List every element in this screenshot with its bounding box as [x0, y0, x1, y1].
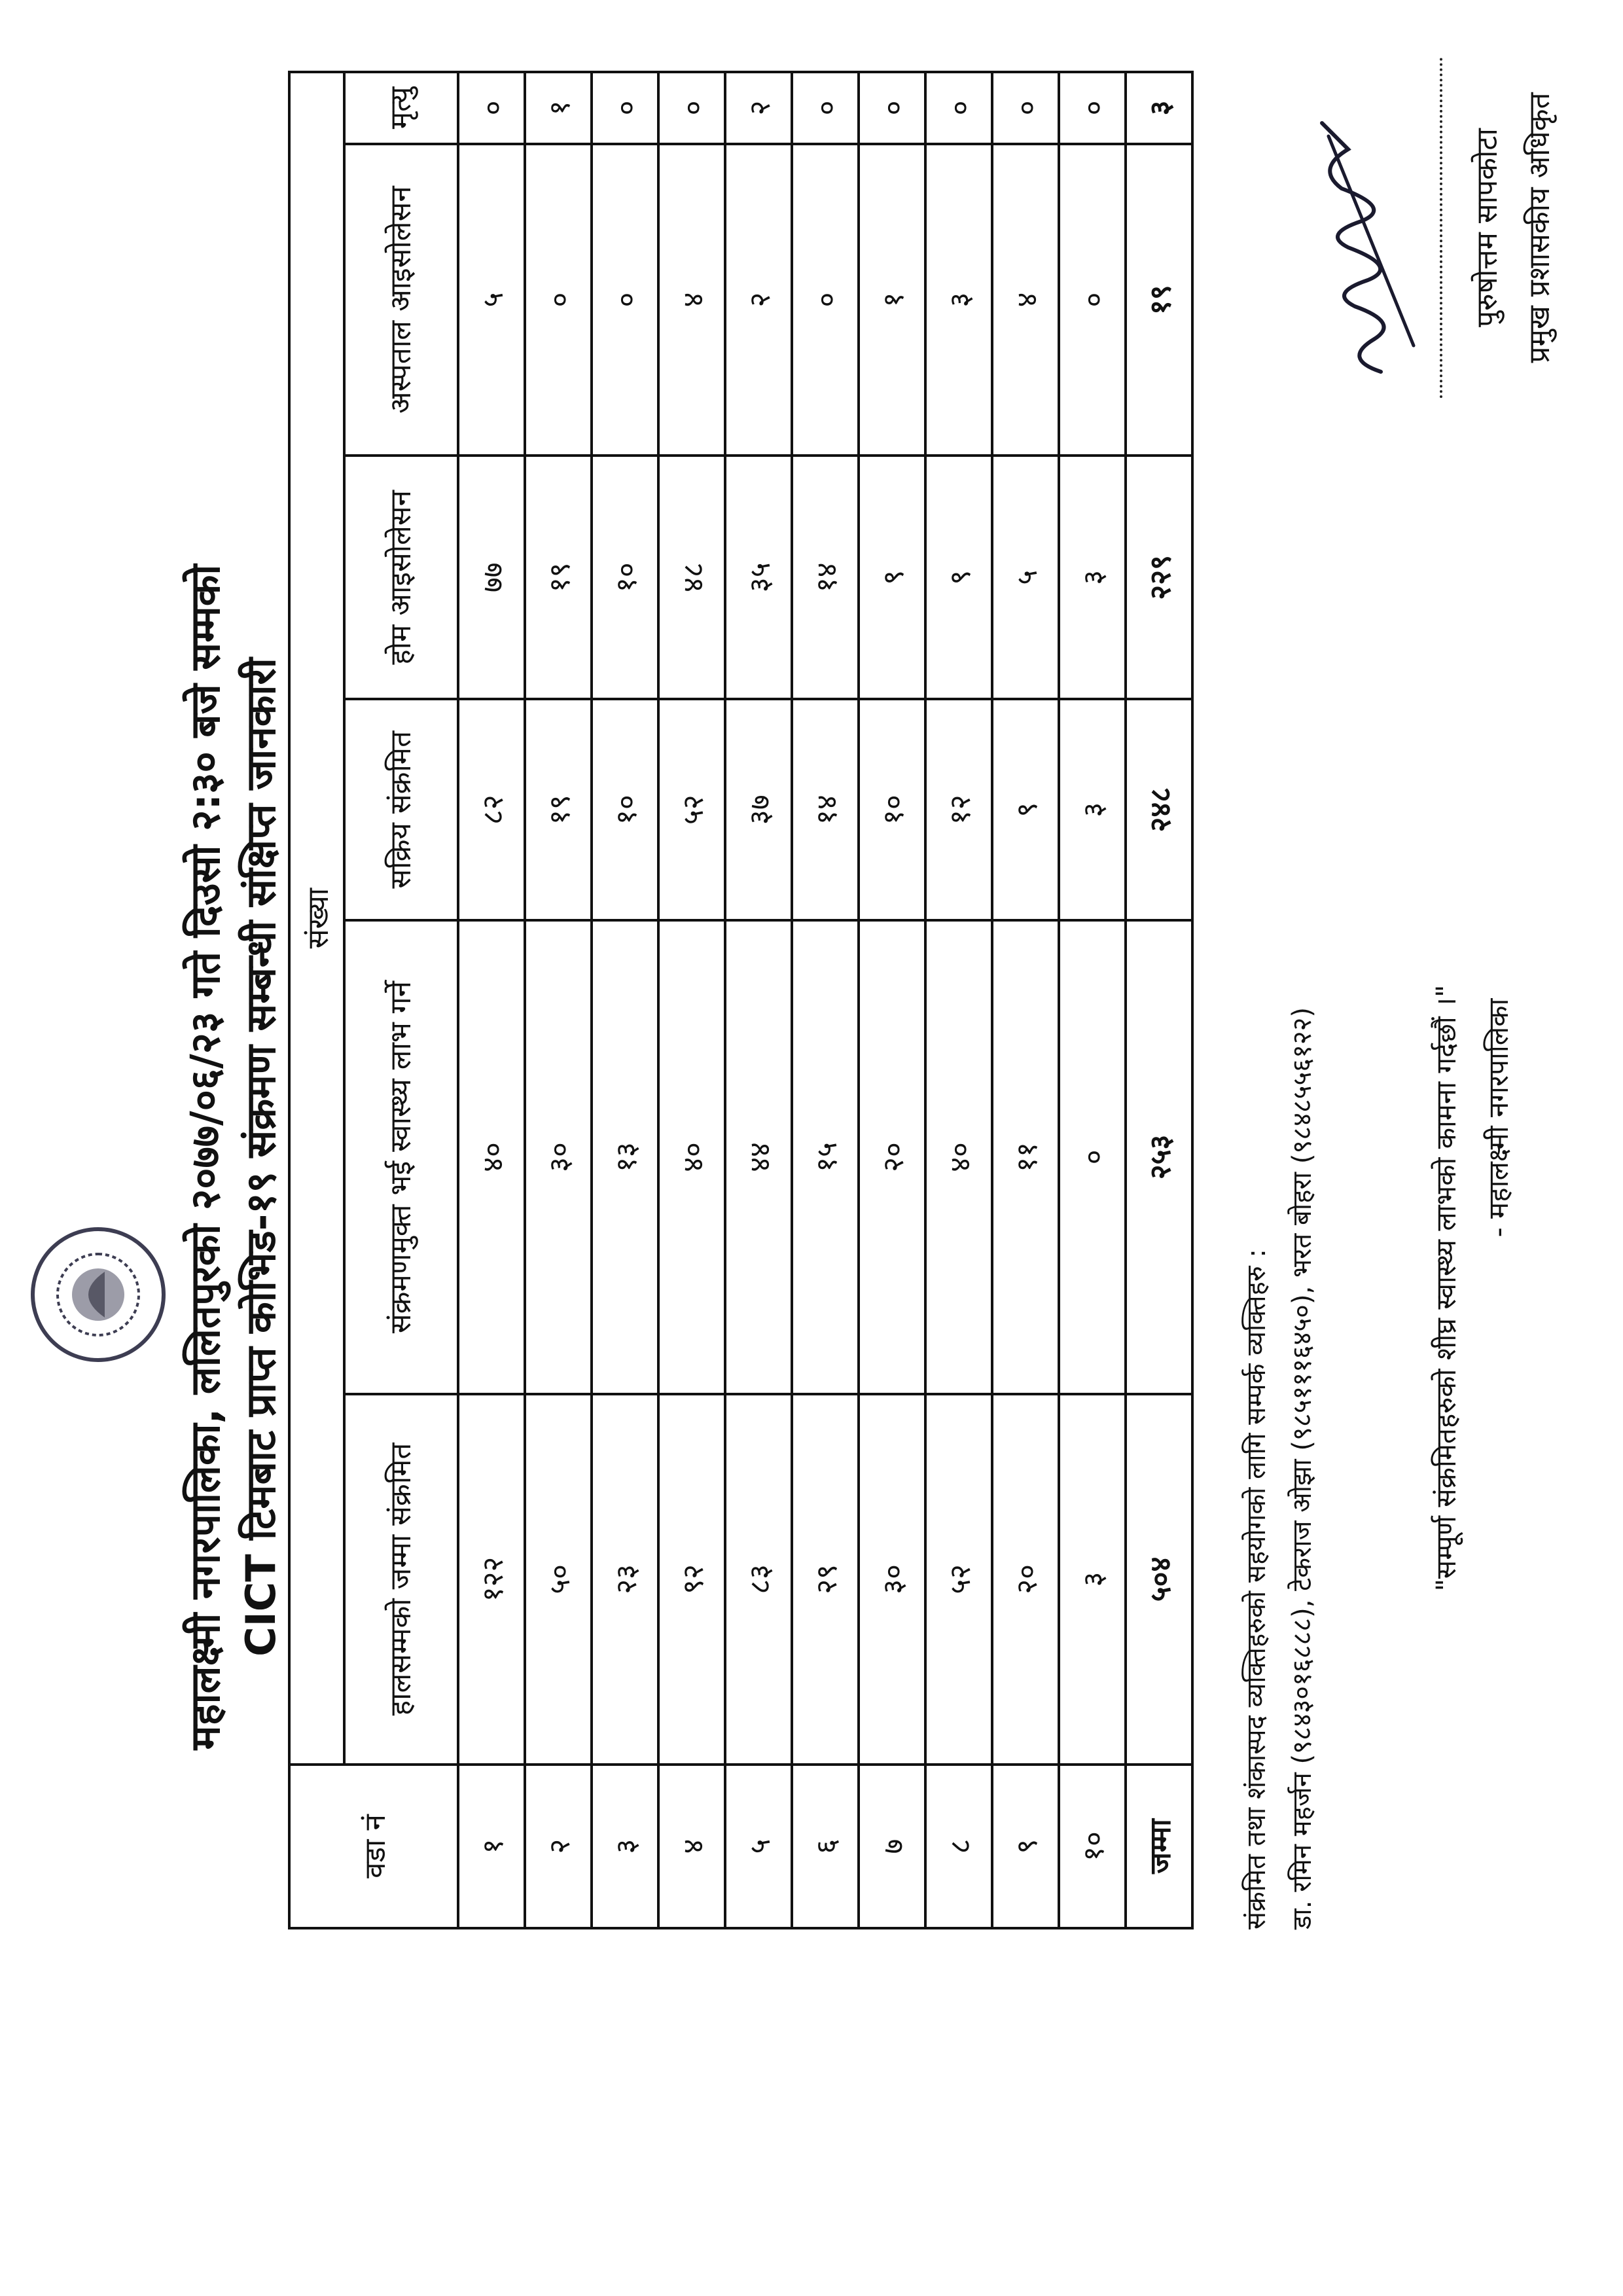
cell-deaths: ०: [1059, 72, 1126, 144]
cell-deaths: ०: [458, 72, 525, 144]
cell-home: ३: [1059, 456, 1126, 699]
cell-recovered: २०: [859, 920, 925, 1394]
cell-recovered: ४०: [658, 920, 725, 1394]
cell-home: ७७: [458, 456, 525, 699]
header-total-infected: हालसम्मको जम्मा संक्रमित: [344, 1394, 458, 1765]
cell-deaths: ०: [658, 72, 725, 144]
cell-hospital: १: [859, 144, 925, 456]
cell-home: ९: [925, 456, 992, 699]
table-row: [458, 72, 525, 1928]
header-ward: वडा नं: [289, 1765, 458, 1928]
wish-quote: "सम्पूर्ण संक्रमितहरुको शीघ्र स्वास्थ्य लाभको कामना गर्दछौं ।": [1430, 984, 1462, 1592]
cell-hospital: ३: [925, 144, 992, 456]
cell-home: ३५: [725, 456, 792, 699]
header-group: संख्या: [289, 72, 344, 1765]
table-row: [792, 72, 859, 1928]
cell-recovered: ०: [1059, 920, 1126, 1394]
cell-total: २०: [992, 1394, 1059, 1765]
table-row: [992, 72, 1059, 1928]
cell-recovered: ४४: [725, 920, 792, 1394]
table-row: [592, 72, 658, 1928]
cell-total: ९२: [658, 1394, 725, 1765]
cell-hospital: ०: [525, 144, 592, 456]
table-row: [1059, 72, 1126, 1928]
cell-deaths: ०: [992, 72, 1059, 144]
cell-deaths: ०: [859, 72, 925, 144]
cell-ward: ६: [792, 1765, 859, 1928]
contact-note-heading: संक्रमित तथा शंकास्पद व्यक्तिहरुको सहयोगको लागि सम्पर्क व्यक्तिहरु :: [1241, 1249, 1272, 1929]
cell-total: ३: [1059, 1394, 1126, 1765]
cell-ward: ४: [658, 1765, 725, 1928]
cell-hospital: ०: [592, 144, 658, 456]
table-row: [925, 72, 992, 1928]
municipality-seal-icon: [20, 1210, 177, 1380]
cell-home-sum: २२९: [1126, 456, 1192, 699]
cell-ward: २: [525, 1765, 592, 1928]
signatory-title: प्रमुख प्रशासकीय अधिकृत: [1523, 92, 1556, 363]
cell-recovered: १३: [592, 920, 658, 1394]
cell-total: २९: [792, 1394, 859, 1765]
header-active: सक्रिय संक्रमित: [344, 699, 458, 920]
cell-total: ३०: [859, 1394, 925, 1765]
cell-deaths: ०: [592, 72, 658, 144]
cell-ward: १: [458, 1765, 525, 1928]
table-row: [525, 72, 592, 1928]
cell-hospital: ४: [658, 144, 725, 456]
cell-active-sum: २४८: [1126, 699, 1192, 920]
table-subheader-row: [344, 72, 458, 1928]
cell-hospital: ०: [1059, 144, 1126, 456]
cell-home: ५: [992, 456, 1059, 699]
cell-active: ३: [1059, 699, 1126, 920]
cell-deaths: ०: [792, 72, 859, 144]
cell-ward: ५: [725, 1765, 792, 1928]
contact-note-persons: डा. रमिन महर्जन (९८४३०१६८८८), टेकराज ओझा (९८५१११६४५०), भरत बोहरा (९८४८५५६१२२): [1287, 1007, 1317, 1929]
table-row: [859, 72, 925, 1928]
table-total-row: [1126, 72, 1192, 1928]
signatory-name: पुरुषोत्तम सापकोटा: [1471, 128, 1504, 327]
cell-active: १९: [525, 699, 592, 920]
header-home-isolation: होम आइसोलेसन: [344, 456, 458, 699]
cell-active: ८२: [458, 699, 525, 920]
cell-hospital: ४: [992, 144, 1059, 456]
cell-active: ९: [992, 699, 1059, 920]
cell-home: १४: [792, 456, 859, 699]
quote-signature: - महालक्ष्मी नगरपालिका: [1482, 998, 1514, 1238]
cell-total-sum: ५०४: [1126, 1394, 1192, 1765]
cell-deaths: २: [725, 72, 792, 144]
header-hospital-isolation: अस्पताल आइसोलेसन: [344, 144, 458, 456]
cell-recovered: ४०: [458, 920, 525, 1394]
document-title-line-1: महालक्ष्मी नगरपालिका, ललितपुरको २०७७/०६/२३ गते दिउसो २:३० बजे सम्मको: [181, 564, 229, 1750]
cell-active: १०: [592, 699, 658, 920]
signature-dotted-line: [1440, 58, 1442, 398]
cell-home: १९: [525, 456, 592, 699]
covid-ward-table: [288, 71, 1194, 1929]
header-deaths: मृत्यु: [344, 72, 458, 144]
document-title-line-2: CICT टिमबाट प्राप्त कोभिड-१९ संक्रमण सम्बन्धी संक्षिप्त जानकारी: [237, 658, 285, 1657]
cell-recovered-sum: २५३: [1126, 920, 1192, 1394]
cell-hospital-sum: १९: [1126, 144, 1192, 456]
cell-total: ५०: [525, 1394, 592, 1765]
cell-deaths-sum: ३: [1126, 72, 1192, 144]
table-header-row: [289, 72, 344, 1928]
cell-total: ८३: [725, 1394, 792, 1765]
cell-total: १२२: [458, 1394, 525, 1765]
table-row: [658, 72, 725, 1928]
cell-recovered: ११: [992, 920, 1059, 1394]
cell-active: १४: [792, 699, 859, 920]
handwritten-signature-icon: [1302, 110, 1433, 385]
cell-total: २३: [592, 1394, 658, 1765]
cell-ward-total-label: जम्मा: [1126, 1765, 1192, 1928]
cell-hospital: ०: [792, 144, 859, 456]
cell-active: ३७: [725, 699, 792, 920]
cell-home: ९: [859, 456, 925, 699]
cell-recovered: ४०: [925, 920, 992, 1394]
cell-deaths: ०: [925, 72, 992, 144]
cell-hospital: ५: [458, 144, 525, 456]
cell-deaths: १: [525, 72, 592, 144]
cell-home: १०: [592, 456, 658, 699]
cell-ward: ३: [592, 1765, 658, 1928]
table-row: [725, 72, 792, 1928]
cell-total: ५२: [925, 1394, 992, 1765]
cell-ward: ८: [925, 1765, 992, 1928]
cell-active: ५२: [658, 699, 725, 920]
cell-ward: ७: [859, 1765, 925, 1928]
cell-active: १२: [925, 699, 992, 920]
cell-home: ४८: [658, 456, 725, 699]
header-recovered: संक्रमणमुक्त भई स्वास्थ्य लाभ गर्ने: [344, 920, 458, 1394]
cell-hospital: २: [725, 144, 792, 456]
cell-active: १०: [859, 699, 925, 920]
cell-ward: ९: [992, 1765, 1059, 1928]
cell-recovered: ३०: [525, 920, 592, 1394]
cell-recovered: १५: [792, 920, 859, 1394]
cell-ward: १०: [1059, 1765, 1126, 1928]
